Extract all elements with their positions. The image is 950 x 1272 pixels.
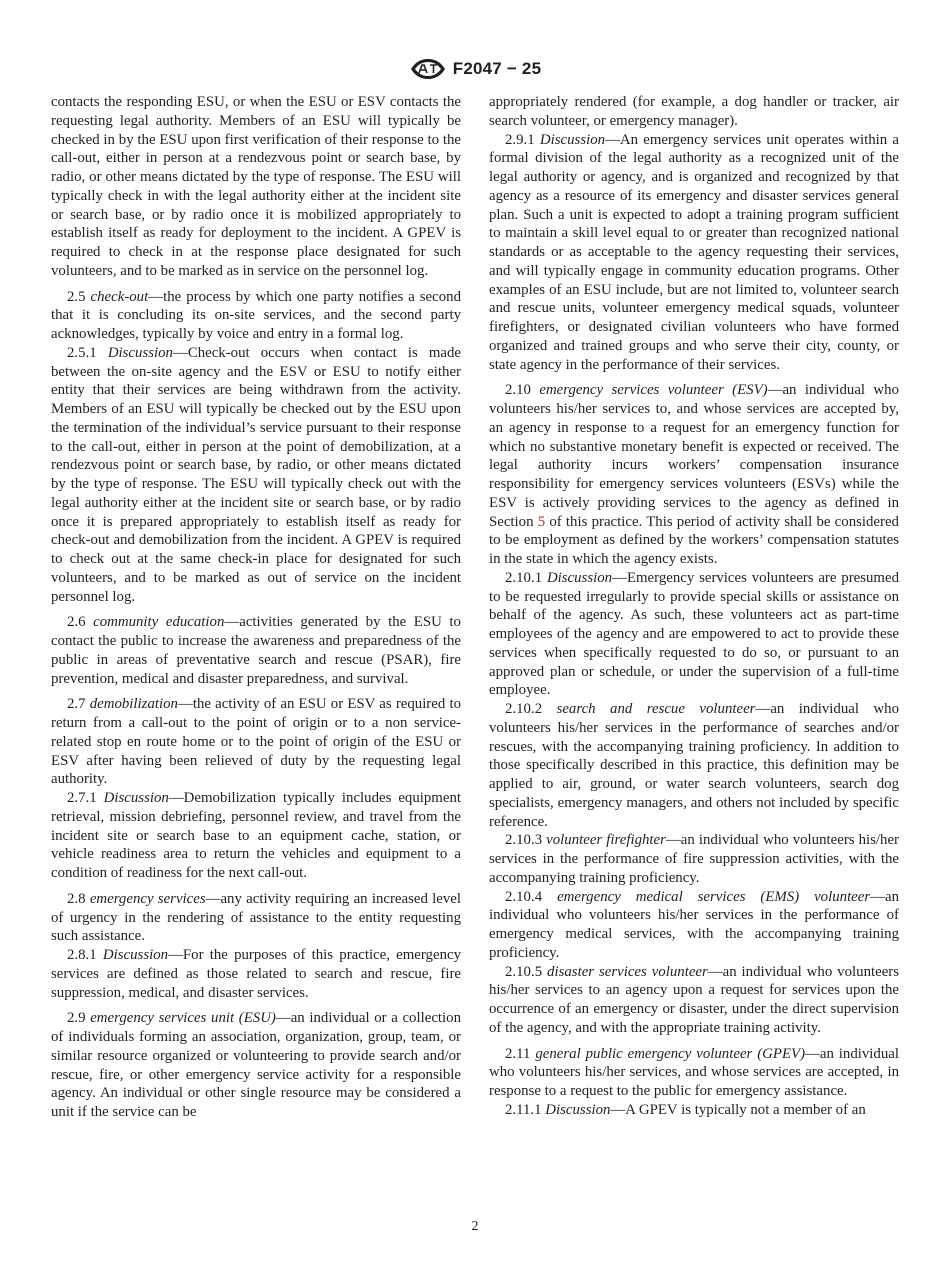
left-column xyxy=(51,93,461,1122)
section-2-9: 2.9 emergency services unit (ESU)—an individual or a collection of individuals forming an association, organization, group, team, or similar resource organized or volunteering to provide search and/or rescue, fire, or other emergency service activity for a responsible agency. An individual or other single resource may be considered a unit if the service can be xyxy=(51,1010,461,1120)
section-reference-link[interactable]: 5 xyxy=(537,513,546,530)
defined-term: community education xyxy=(93,614,225,631)
defined-term: volunteer firefighter xyxy=(546,832,666,849)
defined-term: general public emergency volunteer (GPEV) xyxy=(535,1045,806,1062)
section-2-10-2: 2.10.2 search and rescue volunteer—an individual who volunteers his/her services in the performance of searches and/or rescues, with the accompanying training proficiency. In addition to those specifically described in this practice, this definition may be applied to air, ground, or water search volunteers, search dog specialists, emergency managers, and others not included by specific reference. xyxy=(489,701,899,830)
discussion-label: Discussion xyxy=(545,1101,611,1118)
right-column xyxy=(489,93,899,1120)
discussion-label: Discussion xyxy=(546,569,613,586)
standard-designation: F2047 − 25 xyxy=(452,59,542,78)
astm-logo-icon xyxy=(409,57,447,81)
defined-term: disaster services volunteer xyxy=(547,963,708,980)
section-2-8: 2.8 emergency services—any activity requiring an increased level of urgency in the rendering of assistance to the entity requesting such assistance. xyxy=(51,890,461,945)
section-2-10-4: 2.10.4 emergency medical services (EMS) volunteer—an individual who volunteers his/her services in the performance of emergency medical services, with the accompanying training proficiency. xyxy=(489,888,900,961)
section-2-8-1: 2.8.1 Discussion—For the purposes of this practice, emergency services are defined as those related to search and rescue, fire suppression, medical, and disaster services. xyxy=(51,947,462,1001)
section-2-11: 2.11 general public emergency volunteer (GPEV)—an individual who volunteers his/her services, and whose services are accepted, in response to a request to the public for emergency assistance. xyxy=(489,1045,899,1099)
defined-term: search and rescue volunteer xyxy=(556,701,756,717)
section-2-5-1: 2.5.1 Discussion—Check-out occurs when contact is made between the on-site agency and the ESV or ESU to notify either entity that their services are being withdrawn from the activity. Members of an ESU will typically be checked out by the ESU upon the termination of the individual’s service pursuant to their response to the call-out, either in person at the point of demobilization, at a rendezvous point or search base, by radio, or other means dictated by the type of response. The ESU will typically check out with the legal authority either at the incident site or search base, or by radio once it is prepared appropriately to establish itself as ready for check-out and demobilization from the incident. A GPEV is required to check out at the same check-in place for designated for such volunteers, and to be marked as out of service on the incident personnel log. xyxy=(51,344,461,605)
page-header xyxy=(0,56,950,82)
discussion-label: Discussion xyxy=(539,131,606,148)
defined-term: emergency services unit (ESU) xyxy=(90,1010,276,1027)
paragraph-continuation: contacts the responding ESU, or when the ESU or ESV contacts the requesting legal authority. Members of an ESU will typically be checked in by the ESU upon first verification of their response to the call-out, either in person at a rendezvous point or search base, by radio, or other means dictated by the type of response. The ESU will typically check in with the legal authority either at the incident site or search base, or by radio once it is mobilized appropriately to establish itself as ready for deployment to the incident. A GPEV is required to check in at the response place designated for such volunteers, and to be marked as in service on the personnel log. xyxy=(51,94,461,279)
defined-term: check-out xyxy=(90,288,149,305)
defined-term: demobilization xyxy=(89,696,178,713)
paragraph-continuation: appropriately rendered (for example, a dog handler or tracker, air search volunteer, or emergency manager). xyxy=(489,94,899,129)
discussion-label: Discussion xyxy=(107,344,173,361)
section-2-10-3: 2.10.3 volunteer firefighter—an individual who volunteers his/her services in the performance of fire suppression activities, with the accompanying training proficiency. xyxy=(489,832,899,886)
discussion-label: Discussion xyxy=(103,790,169,806)
section-2-10: 2.10 emergency services volunteer (ESV)—an individual who volunteers his/her services to, and whose services are accepted by, an agency in response to a request for an emergency function for which no substantive monetary benefit is expected or received. The legal authority incurs workers’ compensation insurance responsibility for emergency services volunteers (ESVs) while the ESV is actively providing services to the agency as defined in Section 5 of this practice. This period of activity shall be considered to be employment as defined by the workers’ compensation statutes in the state in which the agency exists. xyxy=(489,382,899,567)
defined-term: emergency services volunteer (ESV) xyxy=(539,382,768,399)
defined-term: emergency services xyxy=(89,890,206,907)
section-2-7: 2.7 demobilization—the activity of an ESU or ESV as required to return from a call-out to the point of origin or to a non service-related stop en route home or to the point of origin of the ESU or ESV after having been relieved of duty by the requesting legal authority. xyxy=(51,696,461,788)
section-2-9-1: 2.9.1 Discussion—An emergency services unit operates within a formal division of the legal authority as a recognized unit of the legal authority or agency, and is organized and recognized by that agency as a resource of its emergency and disaster services general plan. Such a unit is expected to adopt a training program sufficient to maintain a skill level equal to or greater than recognized national standards or as acceptable to the agency requesting their services, and will typically engage in community education programs. Other examples of an ESU include, but are not limited to, volunteer search and rescue units, volunteer emergency medical squads, volunteer firefighters, or designated civilian volunteers who have formed organized and trained groups and who serve their city, county, or state agency in the performance of their services. xyxy=(489,131,900,373)
page-number: 2 xyxy=(471,1219,479,1234)
section-2-10-1: 2.10.1 Discussion—Emergency services volunteers are presumed to be requested irregularly to provide special skills or assistance on behalf of the agency. As such, these volunteers act as part-time employees of the agency and are empowered to act to provide these services when specifically requested to do so, or pursuant to an approved plan or schedule, or under the supervision of a full-time employee. xyxy=(489,569,899,699)
defined-term: emergency medical services (EMS) volunteer xyxy=(557,888,871,905)
section-2-6: 2.6 community education—activities generated by the ESU to contact the public to increase the awareness and preparedness of the public in areas of preventative search and rescue (PSAR), fire prevention, medical and disaster preparedness, and survival. xyxy=(51,614,461,687)
section-2-5: 2.5 check-out—the process by which one party notifies a second that it is concluding its on-site services, and the second party acknowledges, typically by voice and entry in a formal log. xyxy=(51,288,461,342)
discussion-label: Discussion xyxy=(102,947,169,963)
section-2-11-1: 2.11.1 Discussion—A GPEV is typically not a member of an xyxy=(505,1101,866,1118)
section-2-7-1: 2.7.1 Discussion—Demobilization typically includes equipment retrieval, mission debriefing, personnel review, and travel from the incident site or search base to an equipment cache, station, or vehicle readiness area to return the vehicles and equipment to a condition of readiness for the next call-out. xyxy=(51,790,461,881)
section-2-10-5: 2.10.5 disaster services volunteer—an individual who volunteers his/her services to an agency upon a request for services upon the occurrence of an emergency or disaster, under the direct supervision of the agency, and with the appropriate training activity. xyxy=(489,963,900,1036)
